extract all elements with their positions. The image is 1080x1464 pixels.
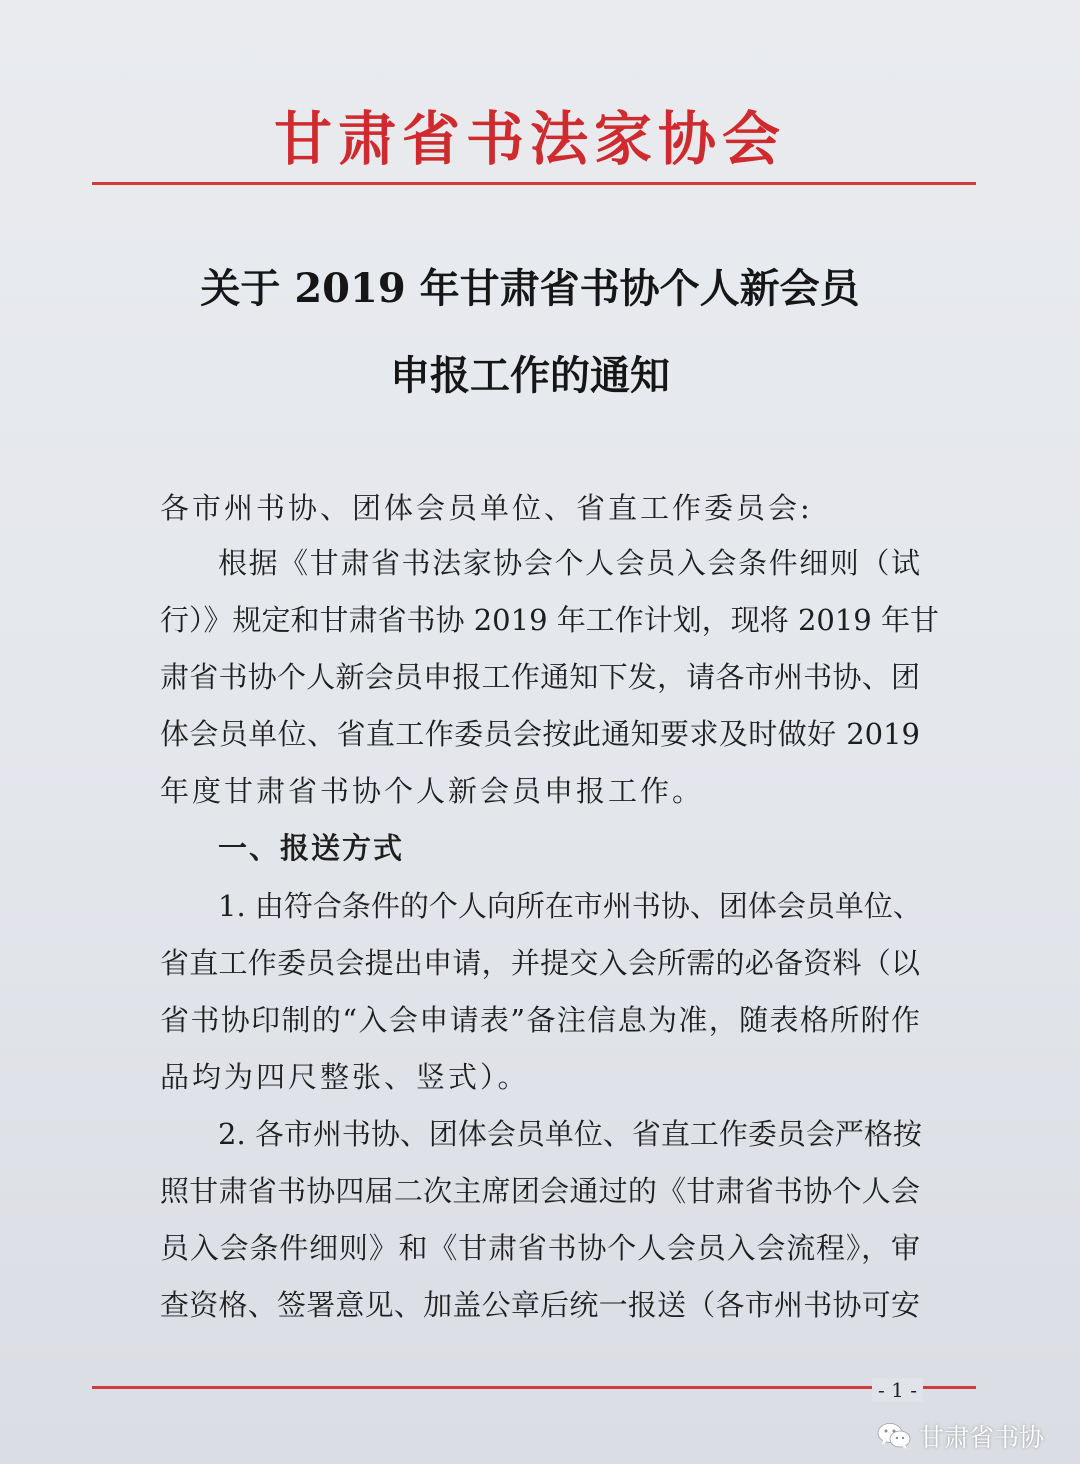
item1-line: 省直工作委员会提出申请，并提交入会所需的必备资料（以 <box>160 946 920 980</box>
salutation: 各市州书协、团体会员单位、省直工作委员会: <box>160 491 813 525</box>
item2-line: 2. 各市州书协、团体会员单位、省直工作委员会严格按 <box>218 1117 922 1151</box>
item1-line: 品均为四尺整张、竖式）。 <box>160 1060 530 1094</box>
wechat-watermark <box>877 1418 1044 1454</box>
page-number: - 1 - <box>872 1378 923 1402</box>
para1-line: 年度甘肃省书协个人新会员申报工作。 <box>160 774 705 808</box>
document-title-line-2: 申报工作的通知 <box>390 352 670 399</box>
item2-line: 查资格、签署意见、加盖公章后统一报送（各市州书协可安 <box>160 1288 920 1322</box>
item2-line: 员入会条件细则》和《甘肃省书协个人会员入会流程》，审 <box>160 1231 920 1265</box>
para1-line: 体会员单位、省直工作委员会按此通知要求及时做好 2019 <box>160 717 920 751</box>
para1-line: 行）》规定和甘肃省书协 2019 年工作计划，现将 2019 年甘 <box>160 603 939 637</box>
item1-line: 省书协印制的“入会申请表”备注信息为准，随表格所附作 <box>160 1003 920 1037</box>
org-header: 甘肃省书法家协会 <box>273 105 786 173</box>
para1-line: 根据《甘肃省书法家协会个人会员入会条件细则（试 <box>218 546 920 580</box>
document-title-line-1: 关于 2019 年甘肃省书协个人新会员 <box>200 265 860 312</box>
header-red-rule <box>92 182 976 185</box>
item2-line: 照甘肃省书协四届二次主席团会通过的《甘肃省书协个人会 <box>160 1174 920 1208</box>
para1-line: 肃省书协个人新会员申报工作通知下发，请各市州书协、团 <box>160 660 920 694</box>
item1-line: 1. 由符合条件的个人向所在市州书协、团体会员单位、 <box>218 889 922 923</box>
watermark-account-name: 甘肃省书协 <box>918 1423 1044 1452</box>
section-heading: 一、报送方式 <box>218 831 405 865</box>
wechat-icon <box>877 1422 911 1450</box>
footer-red-rule <box>92 1386 976 1389</box>
